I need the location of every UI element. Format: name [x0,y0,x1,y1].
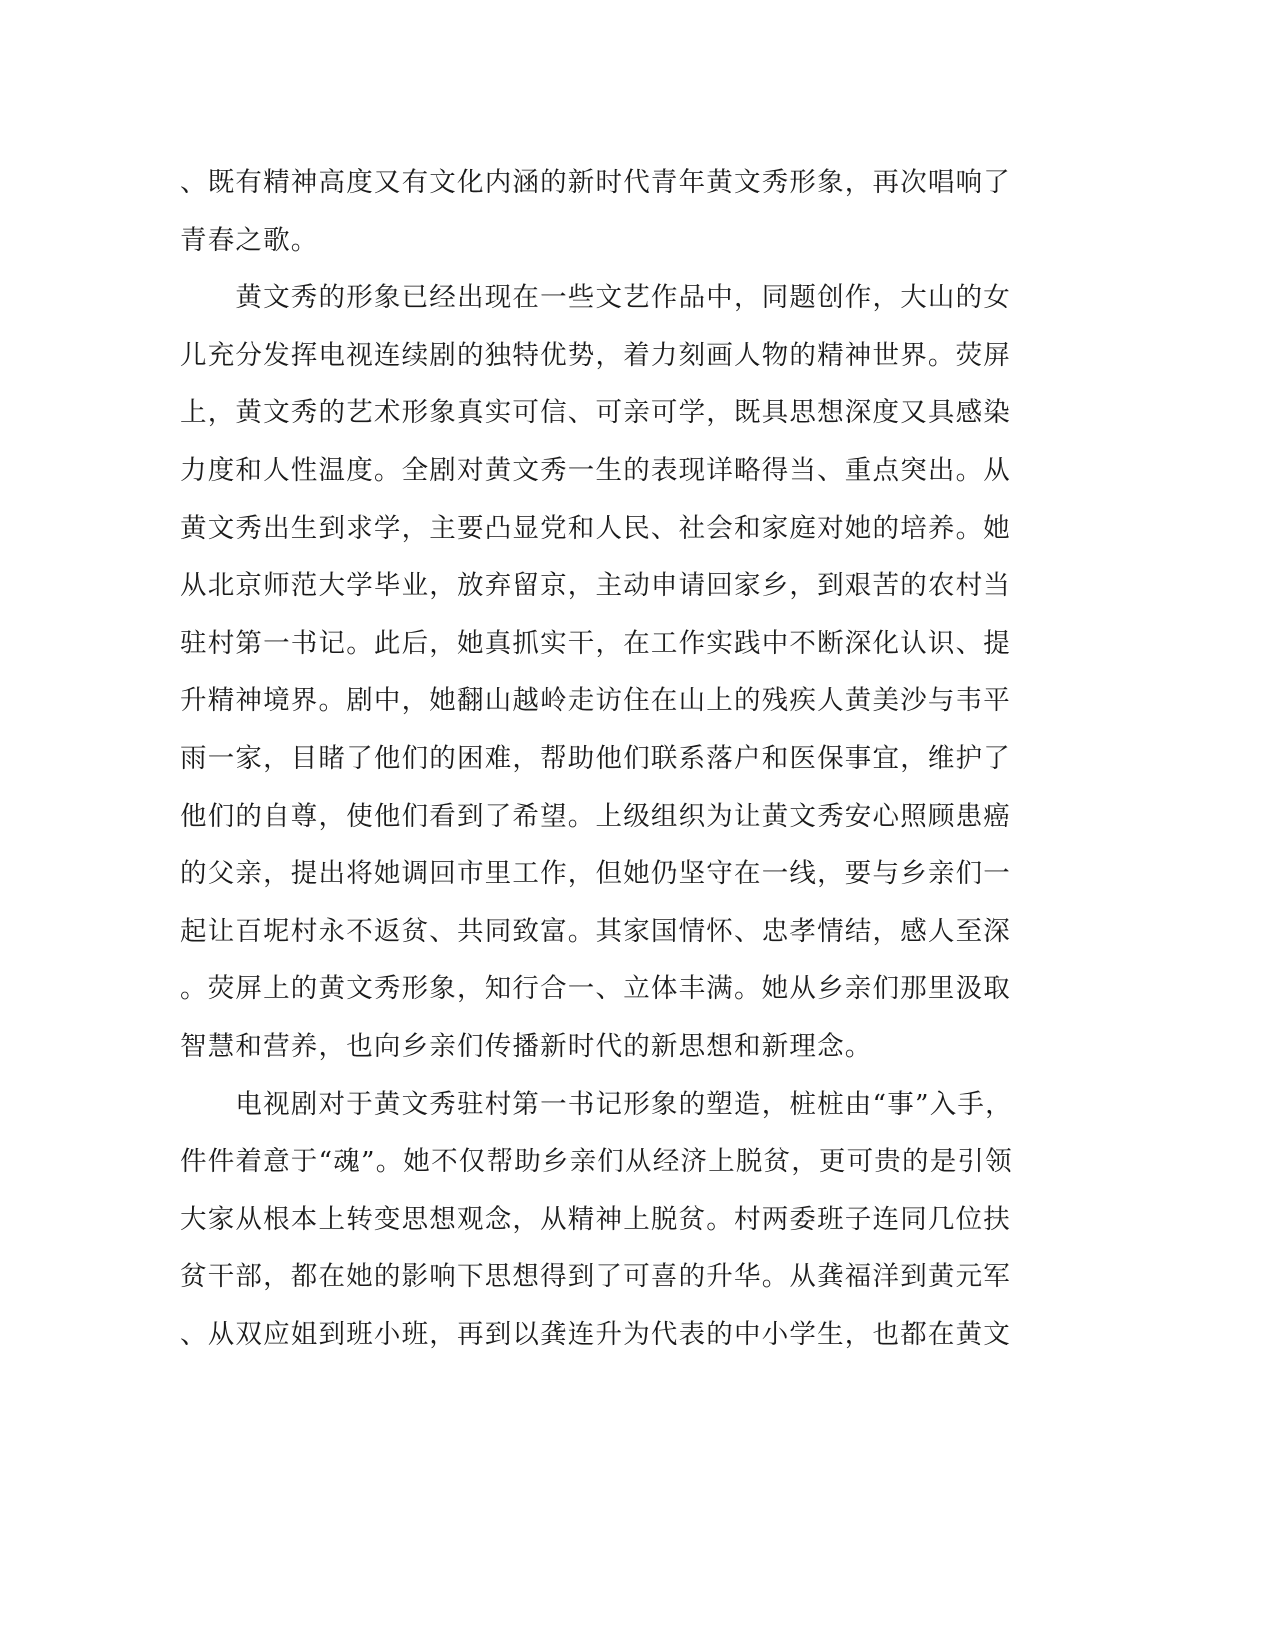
body-text [180,154,1020,1363]
text-line-13: 的父亲，提出将她调回市里工作，但她仍坚守在一线，要与乡亲们一 [180,858,1011,890]
text-line-7: 黄文秀出生到求学，主要凸显党和人民、社会和家庭对她的培养。她 [180,512,1011,544]
text-line-8: 从北京师范大学毕业，放弃留京，主动申请回家乡，到艰苦的农村当 [180,570,1011,602]
text-line-10: 升精神境界。剧中，她翻山越岭走访住在山上的残疾人黄美沙与韦平 [180,685,1011,717]
text-line-9: 驻村第一书记。此后，她真抓实干，在工作实践中不断深化认识、提 [180,627,1011,659]
text-line-6: 力度和人性温度。全剧对黄文秀一生的表现详略得当、重点突出。从 [180,454,1011,486]
text-line-3: 黄文秀的形象已经出现在一些文艺作品中，同题创作，大山的女 [180,282,1011,314]
text-line-18: 件件着意于“魂”。她不仅帮助乡亲们从经济上脱贫，更可贵的是引领 [180,1146,1013,1178]
text-line-20: 贫干部，都在她的影响下思想得到了可喜的升华。从龚福洋到黄元军 [180,1261,1011,1293]
text-line-2: 青春之歌。 [180,224,319,256]
text-line-16: 智慧和营养，也向乡亲们传播新时代的新思想和新理念。 [180,1030,873,1062]
text-line-19: 大家从根本上转变思想观念，从精神上脱贫。村两委班子连同几位扶 [180,1203,1011,1235]
text-line-12: 他们的自尊，使他们看到了希望。上级组织为让黄文秀安心照顾患癌 [180,800,1011,832]
text-line-1: 、既有精神高度又有文化内涵的新时代青年黄文秀形象，再次唱响了 [180,167,1011,198]
text-line-5: 上，黄文秀的艺术形象真实可信、可亲可学，既具思想深度又具感染 [180,397,1011,429]
text-line-14: 起让百坭村永不返贫、共同致富。其家国情怀、忠孝情结，感人至深 [180,915,1011,947]
text-line-11: 雨一家，目睹了他们的困难，帮助他们联系落户和医保事宜，维护了 [180,742,1011,774]
text-line-21: 、从双应姐到班小班，再到以龚连升为代表的中小学生，也都在黄文 [180,1318,1011,1350]
text-line-15: 。荧屏上的黄文秀形象，知行合一、立体丰满。她从乡亲们那里汲取 [180,973,1011,1005]
text-line-17: 电视剧对于黄文秀驻村第一书记形象的塑造，桩桩由“事”入手， [180,1088,1013,1120]
text-line-4: 儿充分发挥电视连续剧的独特优势，着力刻画人物的精神世界。荧屏 [180,339,1011,371]
